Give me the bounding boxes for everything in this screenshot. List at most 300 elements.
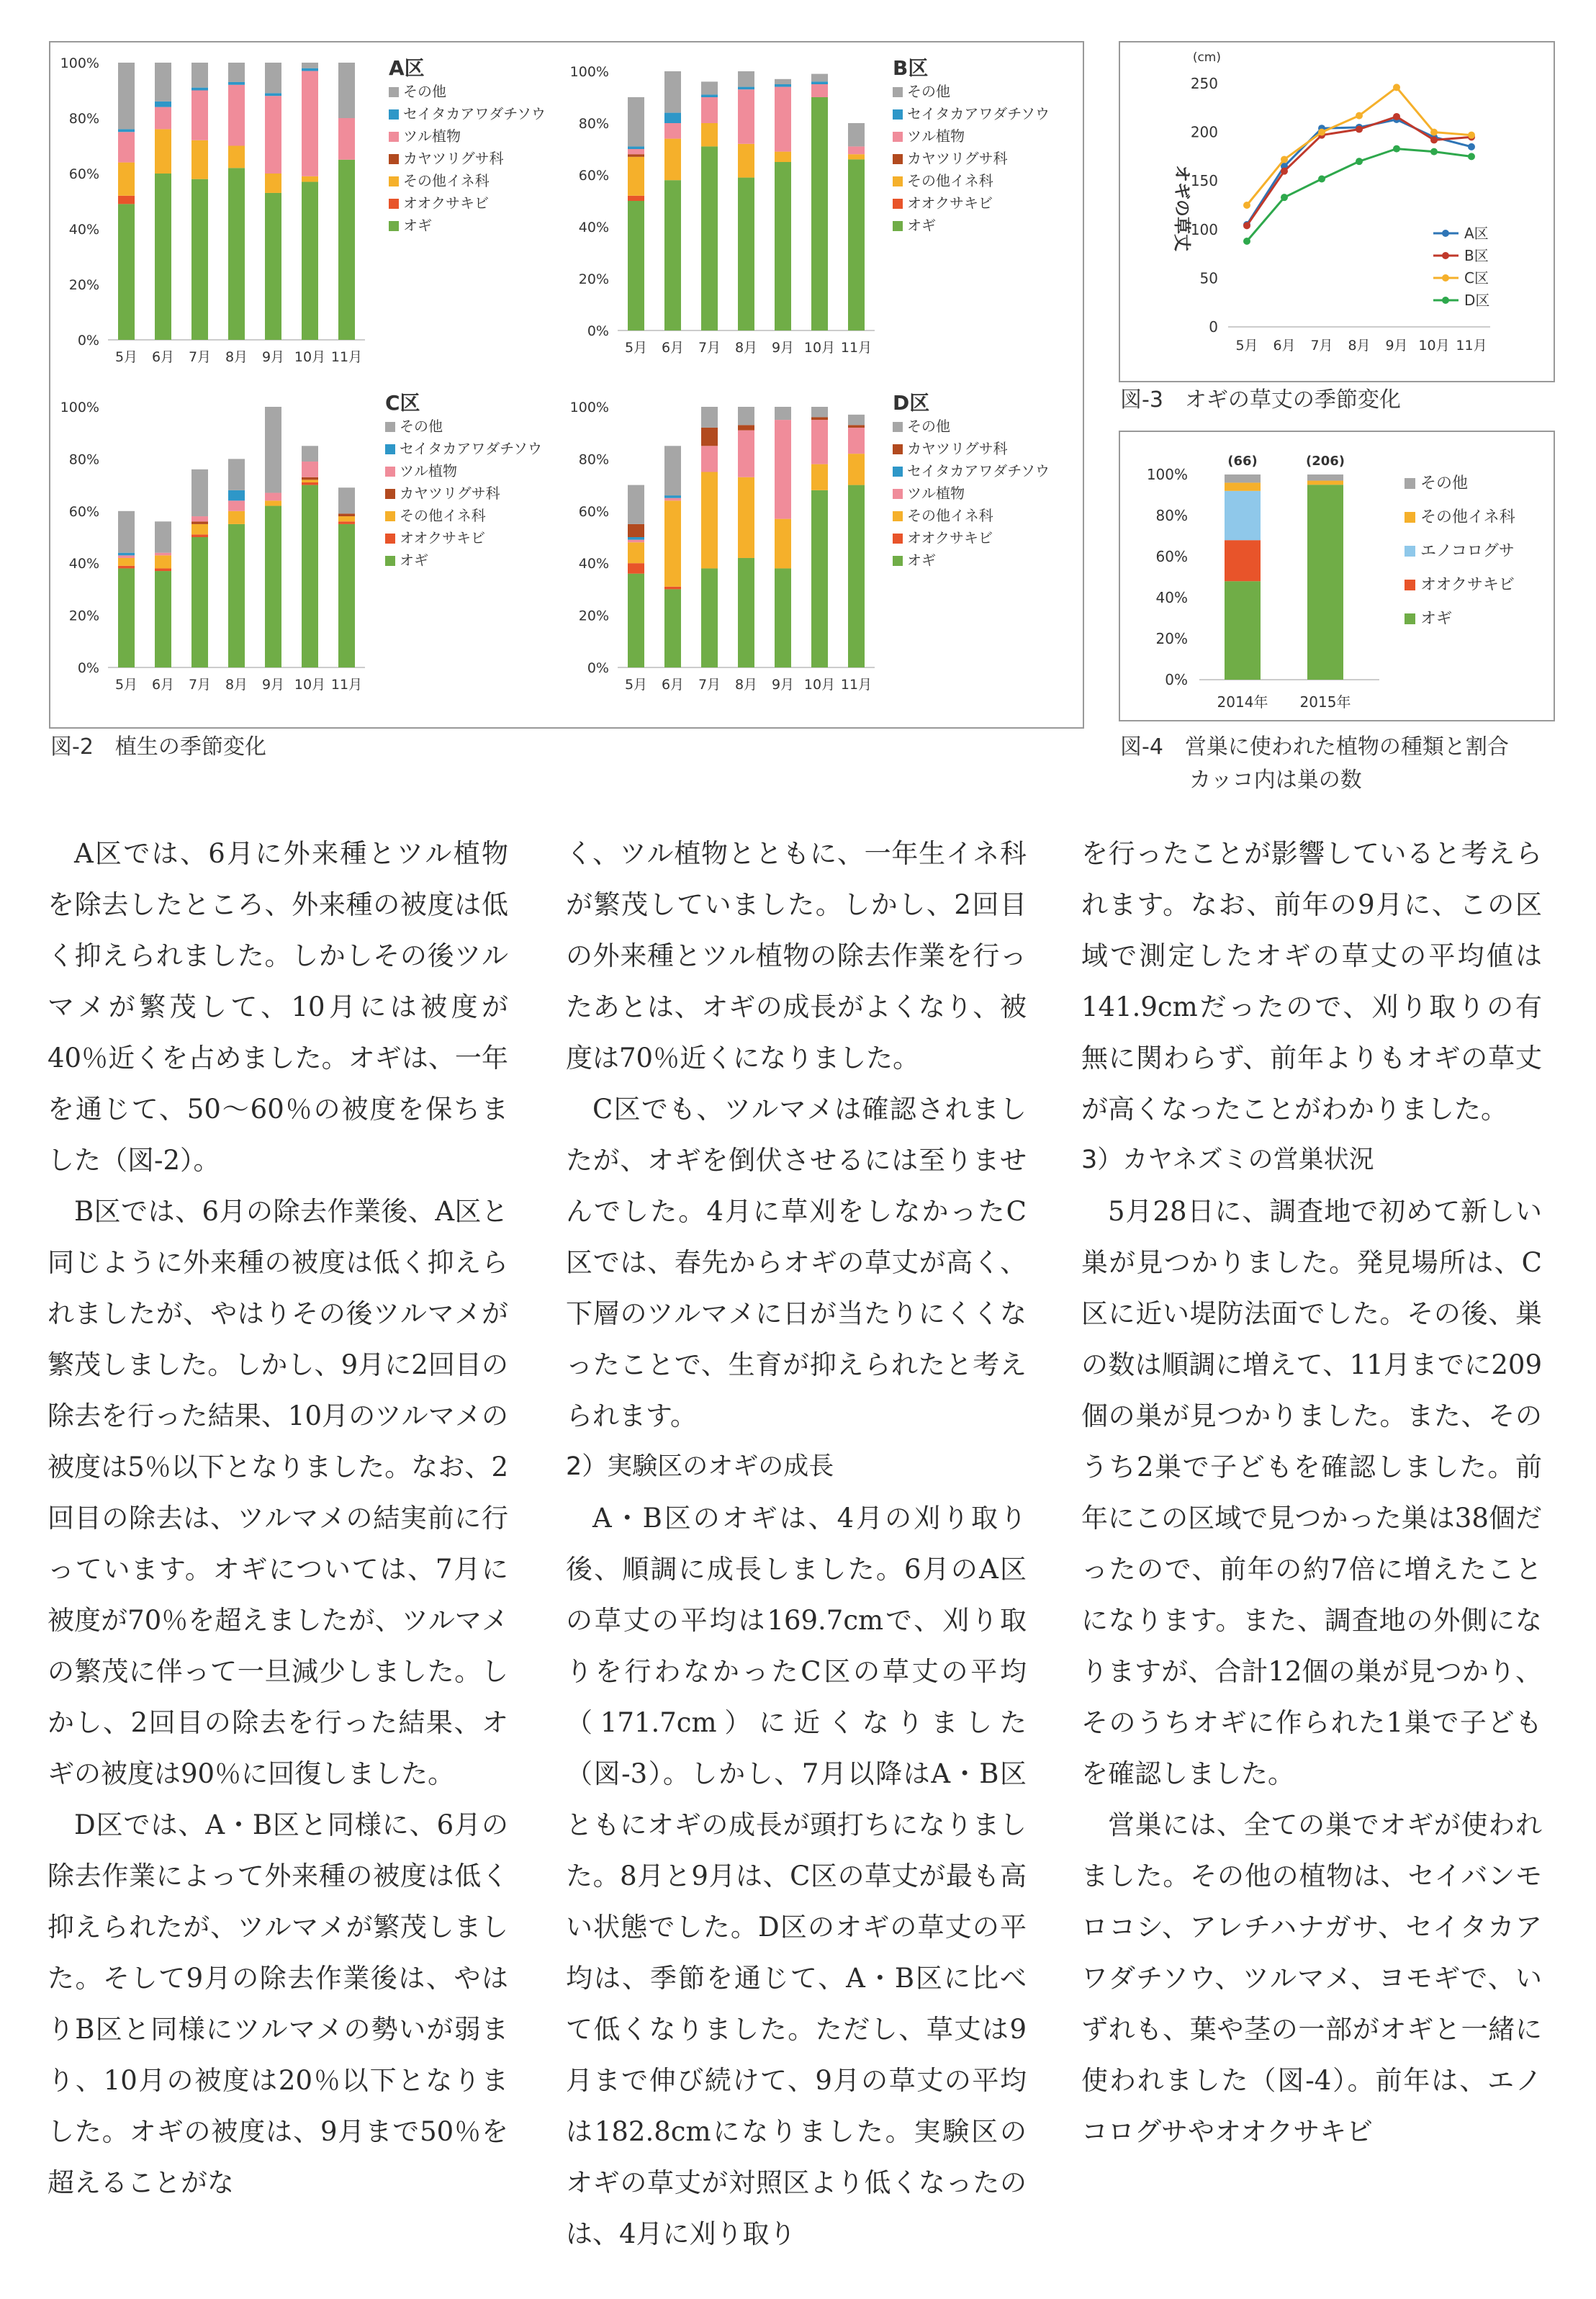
bar-segment <box>228 459 245 490</box>
figure-2-frame <box>49 41 1084 729</box>
legend-marker <box>1442 252 1449 259</box>
bar-segment <box>848 428 865 454</box>
bar-segment <box>155 107 171 130</box>
legend-label: その他イネ科 <box>907 172 993 189</box>
x-tick-label: 7月 <box>1310 338 1333 354</box>
y-tick-label: 20% <box>578 608 609 624</box>
x-tick-label: 10月 <box>803 340 836 356</box>
bar-segment <box>118 566 135 569</box>
bar-segment <box>191 63 208 88</box>
bar-segment <box>628 563 644 573</box>
legend-swatch <box>1405 613 1415 624</box>
x-tick-label: 11月 <box>840 677 873 693</box>
bar-segment <box>118 511 135 553</box>
y-tick-label: 0% <box>77 660 99 676</box>
bar-segment <box>701 428 718 446</box>
bar-segment <box>628 146 644 149</box>
bar-segment <box>628 574 644 667</box>
legend-swatch <box>893 489 903 499</box>
bar-segment <box>775 420 791 519</box>
x-tick-label: 10月 <box>1418 338 1450 354</box>
bar-segment <box>775 568 791 667</box>
data-point <box>1468 132 1475 139</box>
legend-label: オオクサキビ <box>400 529 485 546</box>
bar-segment <box>338 513 355 516</box>
bar-segment <box>628 149 644 154</box>
legend-label: D区 <box>1464 292 1490 309</box>
data-point <box>1468 153 1475 160</box>
legend-label: カヤツリグサ科 <box>907 150 1008 167</box>
legend-swatch <box>389 132 399 142</box>
figure-3-chart <box>1120 42 1554 381</box>
bar-segment <box>265 506 281 667</box>
x-tick-label: 9月 <box>261 677 285 693</box>
data-point <box>1393 84 1400 91</box>
data-point <box>1356 158 1363 165</box>
bar-segment <box>228 146 245 168</box>
legend-label: カヤツリグサ科 <box>403 150 504 167</box>
legend-swatch <box>893 511 903 521</box>
legend-swatch <box>893 109 903 120</box>
bar-segment <box>118 196 135 204</box>
data-point <box>1243 222 1250 229</box>
x-tick-label: 6月 <box>1273 338 1296 354</box>
data-point <box>1393 113 1400 120</box>
bar-segment <box>191 179 208 340</box>
bar-segment <box>664 589 681 667</box>
bar-segment <box>118 163 135 196</box>
bar-segment <box>664 123 681 139</box>
panel-title: A区 <box>389 56 425 80</box>
y-tick-label: 50 <box>1199 269 1218 287</box>
y-tick-label: 100% <box>569 64 609 80</box>
legend-label: セイタカアワダチソウ <box>400 440 542 457</box>
bar-segment <box>118 555 135 558</box>
paragraph: A・B区のオギは、4月の刈り取り後、順調に成長しました。6月のA区の草丈の平均は169.7cmで、刈り取りを行わなかったC区の草丈の平均（171.7cm）に近くなりました（図-3）。しかし、7月以降はA・B区ともにオギの成長が頭打ちになりました。8月と9月は、C区の草丈が最も高い状態でした。D区のオギの草丈の平均は、季節を通じて、A・B区に比べて低くなりました。ただし、草丈は9月まで伸び続けて、9月の草丈の平均は182.8cmになりました。実験区のオギの草丈が対照区より低くなったのは、4月に刈り取り <box>566 1503 1027 2249</box>
legend-swatch <box>385 489 395 499</box>
bar-segment <box>664 495 681 498</box>
bar-segment <box>228 85 245 146</box>
bar-segment <box>738 407 754 425</box>
legend-swatch <box>389 87 399 97</box>
figure-3-frame <box>1119 41 1555 382</box>
bar-segment <box>628 154 644 157</box>
y-tick-label: 60% <box>68 166 99 182</box>
bar-segment <box>302 71 318 176</box>
paragraph: C区でも、ツルマメは確認されましたが、オギを倒伏させるには至りませんでした。4月に草刈をしなかったC区では、春先からオギの草丈が高く、下層のツルマメに日が当たりにくくなったことで、生育が抑えられたと考えられます。 <box>566 1094 1027 1431</box>
bar-segment <box>265 500 281 505</box>
bar-segment <box>811 81 828 84</box>
series-line <box>1247 87 1471 205</box>
bar-segment <box>775 84 791 87</box>
data-point <box>1430 129 1438 136</box>
bar-segment <box>811 407 828 417</box>
legend-marker <box>1442 297 1449 304</box>
legend-swatch <box>389 221 399 231</box>
legend-label: オギ <box>1420 610 1453 628</box>
y-tick-label: 80% <box>1155 507 1188 524</box>
legend-swatch <box>893 422 903 432</box>
bar-segment <box>338 160 355 340</box>
bar-segment <box>701 446 718 472</box>
bar-segment <box>628 97 644 146</box>
bar-segment <box>628 201 644 330</box>
bar-segment <box>228 63 245 82</box>
panel-title: D区 <box>893 391 930 415</box>
figure-4-chart <box>1120 432 1554 720</box>
y-tick-label: 0% <box>77 333 99 348</box>
bar-segment <box>1307 474 1343 481</box>
bar-segment <box>228 490 245 500</box>
bar-segment <box>155 555 171 568</box>
bar-segment <box>338 524 355 667</box>
paragraph: く、ツル植物とともに、一年生イネ科が繁茂していました。しかし、2回目の外来種とツル植物の除去作業を行ったあとは、オギの成長がよくなり、被度は70％近くになりました。 <box>566 838 1027 1074</box>
data-point <box>1243 202 1250 209</box>
bar-segment <box>338 118 355 160</box>
bar-segment <box>701 472 718 569</box>
bar-segment <box>118 204 135 340</box>
bar-segment <box>155 521 171 552</box>
legend-swatch <box>385 556 395 566</box>
text-column-3 <box>1081 828 1542 2254</box>
bar-segment <box>191 534 208 537</box>
bar-segment <box>191 140 208 179</box>
figure-4-frame <box>1119 431 1555 721</box>
legend-label: セイタカアワダチソウ <box>907 105 1050 122</box>
bar-segment <box>811 417 828 420</box>
legend-label: オギ <box>403 217 432 234</box>
bar-segment <box>848 159 865 330</box>
bar-segment <box>701 97 718 123</box>
x-tick-label: 9月 <box>261 349 285 365</box>
legend-swatch <box>385 511 395 521</box>
bar-segment <box>228 168 245 340</box>
section-heading: 2）実験区のオギの成長 <box>566 1452 834 1481</box>
bar-segment <box>118 132 135 162</box>
bar-segment <box>155 174 171 340</box>
paragraph: 5月28日に、調査地で初めて新しい巣が見つかりました。発見場所は、C区に近い堤防法面でした。その後、巣の数は順調に増えて、11月までに209個の巣が見つかりました。また、そのうち2巣で子どもを確認しました。前年にこの区域で見つかった巣は38個だったので、前年の約7倍に増えたことになります。また、調査地の外側になりますが、合計12個の巣が見つかり、そのうちオギに作られた1巣で子どもを確認しました。 <box>1081 1196 1542 1789</box>
bar-segment <box>302 182 318 340</box>
legend-label: その他 <box>403 83 446 100</box>
legend-label: オオクサキビ <box>907 194 993 212</box>
y-tick-label: 20% <box>1155 630 1188 647</box>
bar-segment <box>738 477 754 558</box>
bar-segment <box>738 71 754 87</box>
legend-label: その他イネ科 <box>403 172 490 189</box>
bar-segment <box>118 63 135 129</box>
bar-segment <box>1307 481 1343 485</box>
text-column-1 <box>48 828 508 2254</box>
y-tick-label: 80% <box>578 116 609 132</box>
bar-segment <box>775 152 791 162</box>
data-point <box>1318 129 1325 136</box>
bar-segment <box>738 178 754 330</box>
bar-segment <box>811 74 828 82</box>
bar-segment <box>265 96 281 174</box>
panel-title: B区 <box>893 56 929 80</box>
legend-label: カヤツリグサ科 <box>907 440 1008 457</box>
bar-segment <box>265 174 281 193</box>
legend-label: オギ <box>907 217 936 234</box>
series-line <box>1247 120 1471 225</box>
legend-label: その他 <box>907 418 950 435</box>
legend-label: オギ <box>907 552 936 569</box>
y-tick-label: 60% <box>578 168 609 184</box>
legend-swatch <box>385 422 395 432</box>
legend-swatch <box>1405 580 1415 590</box>
y-tick-label: 60% <box>68 503 99 520</box>
bar-segment <box>738 89 754 144</box>
data-point <box>1318 175 1325 182</box>
bar-segment <box>302 176 318 182</box>
bar-segment <box>848 425 865 428</box>
legend-label: ツル植物 <box>403 127 461 145</box>
legend-swatch <box>385 467 395 477</box>
panel-title: C区 <box>385 391 420 415</box>
bar-segment <box>155 129 171 174</box>
figure-3-caption: 図-3 オギの草丈の季節変化 <box>1120 387 1401 413</box>
legend-label: A区 <box>1464 225 1489 242</box>
legend-swatch <box>385 444 395 454</box>
y-tick-label: 0% <box>1165 671 1188 688</box>
legend-swatch <box>893 221 903 231</box>
bar-segment <box>664 500 681 586</box>
legend-swatch <box>385 534 395 544</box>
legend-swatch <box>389 154 399 164</box>
legend-swatch <box>893 534 903 544</box>
legend-swatch <box>893 154 903 164</box>
legend-label: その他 <box>1420 474 1469 492</box>
bar-segment <box>848 454 865 485</box>
bar-segment <box>302 482 318 485</box>
legend-swatch <box>893 556 903 566</box>
bar-segment <box>302 462 318 477</box>
x-tick-label: 9月 <box>771 340 795 356</box>
y-tick-label: 60% <box>1155 548 1188 565</box>
x-tick-label: 6月 <box>661 340 685 356</box>
bar-segment <box>1225 581 1261 680</box>
x-tick-label: 10月 <box>294 349 326 365</box>
legend-swatch <box>389 176 399 186</box>
bar-segment <box>191 469 208 516</box>
bar-segment <box>191 516 208 521</box>
data-point <box>1393 145 1400 153</box>
data-point <box>1356 112 1363 120</box>
x-tick-label: 5月 <box>624 677 648 693</box>
figure-4-caption-line2: カッコ内は巣の数 <box>1189 768 1362 793</box>
bar-segment <box>265 193 281 340</box>
data-point <box>1281 194 1288 201</box>
bar-segment <box>701 94 718 97</box>
bar-segment <box>701 81 718 94</box>
legend-swatch <box>893 87 903 97</box>
x-tick-label: 11月 <box>1456 338 1487 354</box>
bar-segment <box>811 490 828 667</box>
bar-segment <box>265 93 281 96</box>
bar-segment <box>664 180 681 330</box>
x-tick-label: 5月 <box>114 349 138 365</box>
legend-swatch <box>1405 478 1415 489</box>
legend-label: セイタカアワダチソウ <box>907 462 1050 480</box>
y-tick-label: 100% <box>60 400 99 415</box>
bar-segment <box>848 415 865 425</box>
legend-swatch <box>389 109 399 120</box>
bar-segment <box>811 464 828 490</box>
bar-segment <box>848 123 865 146</box>
bar-segment <box>228 500 245 510</box>
bar-segment <box>1225 482 1261 490</box>
bar-segment <box>775 162 791 330</box>
x-tick-label: 6月 <box>151 349 175 365</box>
bar-segment <box>155 102 171 107</box>
bar-segment <box>628 542 644 563</box>
bar-segment <box>191 521 208 524</box>
bar-segment <box>265 63 281 93</box>
x-tick-label: 8月 <box>225 677 248 693</box>
legend-swatch <box>389 199 399 209</box>
legend-label: その他イネ科 <box>400 507 486 524</box>
legend-label: C区 <box>1464 269 1489 287</box>
y-tick-label: 100% <box>60 55 99 71</box>
bar-segment <box>664 139 681 181</box>
bar-segment <box>775 407 791 420</box>
bar-segment <box>265 407 281 492</box>
legend-label: エノコログサ <box>1420 542 1515 560</box>
data-point <box>1430 148 1438 156</box>
nest-count-label: (66) <box>1227 454 1258 469</box>
bar-segment <box>191 524 208 534</box>
y-tick-label: 150 <box>1190 172 1218 190</box>
figure-4-caption-line1: 図-4 営巣に使われた植物の種類と割合 <box>1120 734 1509 760</box>
x-tick-label: 7月 <box>188 349 212 365</box>
bar-segment <box>775 79 791 84</box>
y-tick-label: 20% <box>578 271 609 287</box>
legend-marker <box>1442 230 1449 237</box>
bar-segment <box>811 420 828 464</box>
data-point <box>1281 156 1288 163</box>
bar-segment <box>118 129 135 132</box>
legend-swatch <box>1405 512 1415 523</box>
text-column-2 <box>566 828 1027 2254</box>
bar-segment <box>155 568 171 571</box>
legend-label: B区 <box>1464 247 1489 264</box>
bar-segment <box>628 196 644 201</box>
legend-label: その他 <box>400 418 443 435</box>
bar-segment <box>338 63 355 118</box>
bar-segment <box>628 157 644 196</box>
legend-label: ツル植物 <box>400 462 457 480</box>
bar-segment <box>302 63 318 68</box>
bar-segment <box>701 123 718 146</box>
x-tick-label: 11月 <box>330 677 363 693</box>
paragraph: A区では、6月に外来種とツル植物を除去したところ、外来種の被度は低く抑えられました。しかしその後ツルマメが繁茂して、10月には被度が40％近くを占めました。オギは、一年を通じて、50～60％の被度を保ちました（図-2）。 <box>48 838 508 1176</box>
y-axis-label: オギの草丈 <box>1172 165 1192 251</box>
bar-segment <box>628 485 644 524</box>
bar-segment <box>664 446 681 495</box>
x-tick-label: 11月 <box>330 349 363 365</box>
bar-segment <box>302 480 318 482</box>
bar-segment <box>628 524 644 537</box>
bar-segment <box>118 558 135 566</box>
legend-swatch <box>1405 546 1415 557</box>
x-tick-label: 10月 <box>294 677 326 693</box>
bar-segment <box>155 553 171 556</box>
paragraph: D区では、A・B区と同様に、6月の除去作業によって外来種の被度は低く抑えられたが、ツルマメが繁茂しました。そして9月の除去作業後は、やはりB区と同様にツルマメの勢いが弱まり、10月の被度は20％以下となりました。オギの被度は、9月まで50％を超えることがな <box>48 1809 508 2198</box>
bar-segment <box>228 511 245 524</box>
x-tick-label: 9月 <box>771 677 795 693</box>
bar-segment <box>155 571 171 667</box>
bar-segment <box>265 492 281 500</box>
y-tick-label: 40% <box>1155 589 1188 606</box>
x-tick-label: 11月 <box>840 340 873 356</box>
y-tick-label: 80% <box>68 111 99 127</box>
x-tick-label: 5月 <box>114 677 138 693</box>
figure-2-chart <box>50 42 1083 727</box>
x-tick-label: 5月 <box>1235 338 1258 354</box>
x-tick-label: 2014年 <box>1217 693 1268 711</box>
data-point <box>1281 168 1288 175</box>
legend-label: ツル植物 <box>907 127 965 145</box>
bar-segment <box>338 516 355 521</box>
bar-segment <box>338 487 355 513</box>
bar-segment <box>701 568 718 667</box>
y-tick-label: 100% <box>1146 466 1188 483</box>
data-point <box>1356 126 1363 133</box>
data-point <box>1430 136 1438 143</box>
y-tick-label: 40% <box>68 222 99 238</box>
bar-segment <box>738 87 754 90</box>
y-tick-label: 250 <box>1190 75 1218 92</box>
paragraph: B区では、6月の除去作業後、A区と同じように外来種の被度は低く抑えられましたが、やはりその後ツルマメが繁茂しました。しかし、9月に2回目の除去を行った結果、10月のツルマメの被度は5％以下となりました。なお、2回目の除去は、ツルマメの結実前に行っています。オギについては、7月に被度が70％を超えましたが、ツルマメの繁茂に伴って一旦減少しました。しかし、2回目の除去を行った結果、オギの被度は90％に回復しました。 <box>48 1196 508 1789</box>
bar-segment <box>664 498 681 501</box>
y-tick-label: 0% <box>587 660 609 676</box>
bar-segment <box>848 154 865 159</box>
y-tick-label: 0 <box>1209 318 1218 336</box>
y-tick-label: 20% <box>68 277 99 293</box>
legend-label: その他イネ科 <box>907 507 993 524</box>
bar-segment <box>628 540 644 543</box>
legend-label: その他 <box>907 83 950 100</box>
bar-segment <box>775 519 791 569</box>
x-tick-label: 6月 <box>151 677 175 693</box>
bar-segment <box>191 537 208 667</box>
bar-segment <box>228 524 245 667</box>
data-point <box>1468 143 1475 150</box>
bar-segment <box>118 568 135 667</box>
y-tick-label: 80% <box>578 451 609 468</box>
y-tick-label: 200 <box>1190 123 1218 141</box>
legend-label: オオクサキビ <box>403 194 489 212</box>
nest-count-label: (206) <box>1305 454 1345 469</box>
bar-segment <box>191 88 208 91</box>
x-tick-label: 8月 <box>734 340 758 356</box>
unit-label: (cm) <box>1192 50 1221 65</box>
bar-segment <box>701 407 718 428</box>
bar-segment <box>338 521 355 524</box>
x-tick-label: 5月 <box>624 340 648 356</box>
x-tick-label: 6月 <box>661 677 685 693</box>
paragraph: を行ったことが影響していると考えられます。なお、前年の9月に、この区域で測定したオギの草丈の平均値は141.9cmだったので、刈り取りの有無に関わらず、前年よりもオギの草丈が高くなったことがわかりました。 <box>1081 838 1542 1125</box>
legend-swatch <box>893 467 903 477</box>
x-tick-label: 8月 <box>225 349 248 365</box>
x-tick-label: 9月 <box>1385 338 1408 354</box>
legend-label: オギ <box>400 552 428 569</box>
y-tick-label: 80% <box>68 451 99 468</box>
x-tick-label: 10月 <box>803 677 836 693</box>
legend-swatch <box>893 176 903 186</box>
x-tick-label: 7月 <box>698 340 721 356</box>
bar-segment <box>302 485 318 667</box>
